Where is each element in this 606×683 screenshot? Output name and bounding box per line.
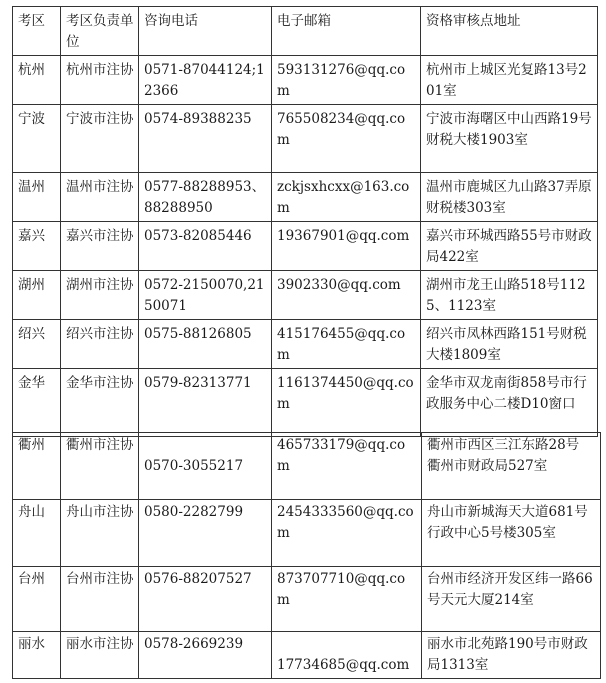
- address-cell: 湖州市龙王山路518号1125、1123室: [421, 271, 598, 320]
- address-cell: 嘉兴市环城西路55号市财政局422室: [421, 222, 598, 271]
- email-cell: 2454333560@qq.com: [272, 500, 422, 567]
- header-cell-unit: 考区负责单位: [61, 7, 139, 56]
- address-cell: 金华市双龙南街858号市行政服务中心二楼D10窗口: [421, 369, 598, 437]
- table-row: [13, 433, 601, 500]
- address-cell: 温州市鹿城区九山路37弄原财税楼303室: [421, 173, 598, 222]
- header-cell-phone: 咨询电话: [139, 7, 272, 56]
- unit-cell: 绍兴市注协: [61, 320, 139, 369]
- address-cell: 舟山市新城海天大道681号行政中心5号楼305室: [422, 500, 601, 567]
- unit-cell: 温州市注协: [61, 173, 139, 222]
- unit-cell: 台州市注协: [61, 567, 139, 632]
- unit-cell: 湖州市注协: [61, 271, 139, 320]
- table-row: [13, 56, 598, 105]
- table-row: [13, 173, 598, 222]
- phone-cell: 0574-89388235: [139, 105, 272, 173]
- email-cell: 19367901@qq.com: [272, 222, 421, 271]
- table-row: [13, 320, 598, 369]
- unit-cell: 丽水市注协: [61, 632, 139, 679]
- email-cell: 873707710@qq.com: [272, 567, 422, 632]
- area-cell: 金华: [13, 369, 61, 437]
- unit-cell: 宁波市注协: [61, 105, 139, 173]
- phone-cell: 0580-2282799: [139, 500, 272, 567]
- contact-table-top: [12, 6, 598, 437]
- area-cell: 杭州: [13, 56, 61, 105]
- email-cell: 1161374450@qq.com: [272, 369, 421, 437]
- phone-cell: 0576-88207527: [139, 567, 272, 632]
- address-cell: [422, 433, 601, 500]
- area-cell: 舟山: [13, 500, 61, 567]
- phone-cell: 0570-3055217: [139, 433, 272, 500]
- email-cell: 17734685@qq.com: [272, 632, 422, 679]
- table-row: [13, 105, 598, 173]
- address-cell: 宁波市海曙区中山西路19号财税大楼1903室: [421, 105, 598, 173]
- area-cell: 温州: [13, 173, 61, 222]
- unit-cell: 衢州市注协: [61, 433, 139, 500]
- unit-cell: 舟山市注协: [61, 500, 139, 567]
- address-cell: 丽水市北苑路190号市财政局1313室: [422, 632, 601, 679]
- email-cell: 415176455@qq.com: [272, 320, 421, 369]
- contact-table-bottom: [12, 432, 601, 679]
- phone-cell: 0571-87044124;12366: [139, 56, 272, 105]
- table-row: [13, 632, 601, 679]
- area-cell: 宁波: [13, 105, 61, 173]
- header-cell-email: 电子邮箱: [272, 7, 421, 56]
- phone-cell: 0573-82085446: [139, 222, 272, 271]
- phone-cell: 0578-2669239: [139, 632, 272, 679]
- email-cell: 465733179@qq.com: [272, 433, 422, 500]
- phone-cell: 0575-88126805: [139, 320, 272, 369]
- email-cell: 593131276@qq.com: [272, 56, 421, 105]
- address-line: 衢州市财政局527室: [427, 458, 548, 474]
- area-cell: 绍兴: [13, 320, 61, 369]
- table-row: [13, 222, 598, 271]
- unit-cell: 杭州市注协: [61, 56, 139, 105]
- area-cell: 台州: [13, 567, 61, 632]
- table-row: [13, 369, 598, 437]
- unit-cell: 金华市注协: [61, 369, 139, 437]
- phone-cell: 0577-88288953、88288950: [139, 173, 272, 222]
- address-cell: 台州市经济开发区纬一路66号天元大厦214室: [422, 567, 601, 632]
- area-cell: 衢州: [13, 433, 61, 500]
- phone-cell: 0579-82313771: [139, 369, 272, 437]
- table-row: [13, 271, 598, 320]
- table-row: [13, 500, 601, 567]
- table-row: [13, 567, 601, 632]
- header-cell-address: 资格审核点地址: [421, 7, 598, 56]
- phone-cell: 0572-2150070,2150071: [139, 271, 272, 320]
- area-cell: 丽水: [13, 632, 61, 679]
- unit-cell: 嘉兴市注协: [61, 222, 139, 271]
- header-cell-area: 考区: [13, 7, 61, 56]
- email-cell: 765508234@qq.com: [272, 105, 421, 173]
- area-cell: 嘉兴: [13, 222, 61, 271]
- address-cell: 绍兴市凤林西路151号财税大楼1809室: [421, 320, 598, 369]
- email-cell: zckjsxhcxx@163.com: [272, 173, 421, 222]
- address-cell: 杭州市上城区光复路13号201室: [421, 56, 598, 105]
- email-cell: 3902330@qq.com: [272, 271, 421, 320]
- header-row: [13, 7, 598, 56]
- area-cell: 湖州: [13, 271, 61, 320]
- address-line: 衢州市西区三江东路28号: [427, 437, 580, 453]
